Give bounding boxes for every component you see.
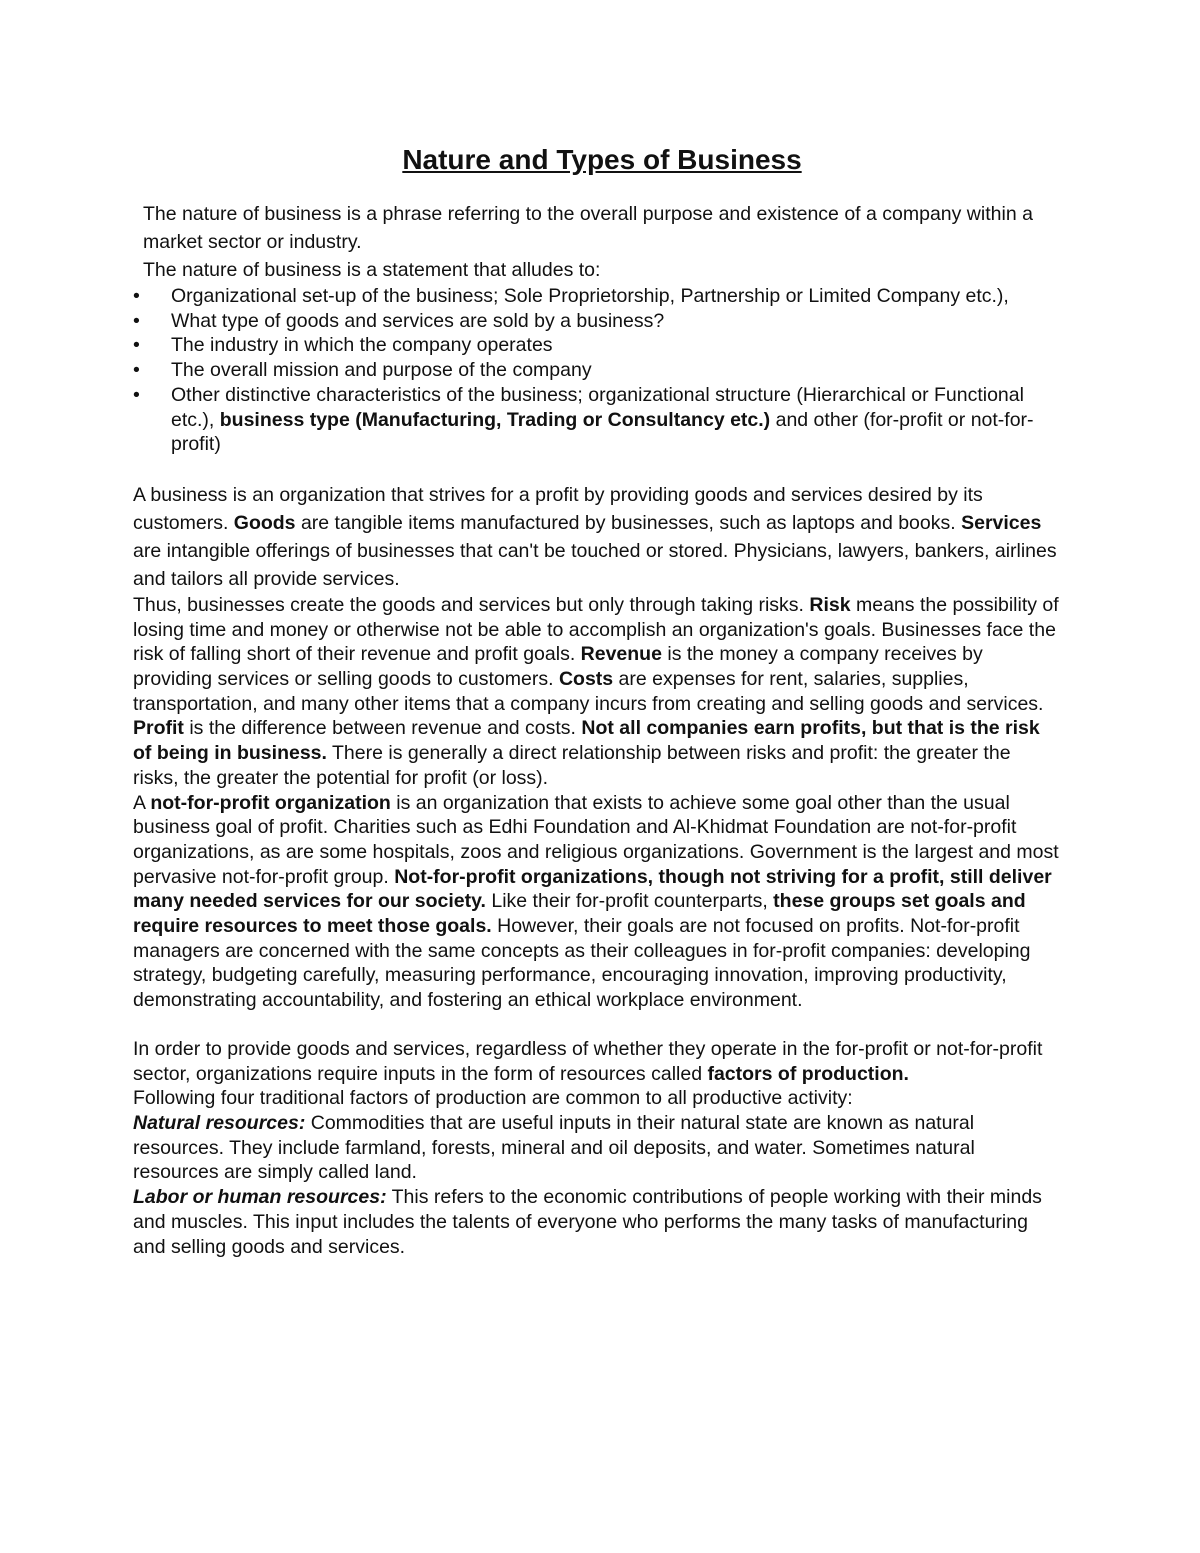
- list-item: • The overall mission and purpose of the company: [133, 359, 592, 382]
- bullet-icon: •: [133, 334, 140, 357]
- bullet-icon: •: [133, 285, 140, 307]
- bullet-icon: •: [133, 359, 140, 382]
- bullet-icon: •: [133, 309, 140, 332]
- bullet-icon: •: [133, 383, 140, 406]
- page-title: Nature and Types of Business: [402, 144, 802, 175]
- list-item: • Organizational set-up of the business; Sole Proprietorship, Partnership or Limited Company etc.),: [133, 285, 1009, 307]
- business-paragraph: A business is an organization that strives for a profit by providing goods and services desired by its customers. Goods are tangible items manufactured by businesses, such as laptops and books. Services are intangible offerings of businesses that can't be touched or stored. Physicians, lawyers, bankers, airlines and tailors all provide services.: [133, 483, 1057, 590]
- not-for-profit-paragraph: A not-for-profit organization is an organization that exists to achieve some goal other than the usual business goal of profit. Charities such as Edhi Foundation and Al-Khidmat Foundation are not-for-profit organizations, as are some hospitals, zoos and religious organizations. Government is the largest and most pervasive not-for-profit group. Not-for-profit organizations, though not striving for a profit, still deliver many needed services for our society. Like their for-profit counterparts, these groups set goals and require resources to meet those goals. However, their goals are not focused on profits. Not-for-profit managers are concerned with the same concepts as their colleagues in for-profit companies: developing strategy, budgeting carefully, measuring performance, encouraging innovation, improving productivity, demonstrating accountability, and fostering an ethical workplace environment.: [133, 791, 1059, 1012]
- business-section: [133, 481, 1061, 1259]
- factors-paragraph: In order to provide goods and services, regardless of whether they operate in the for-profit or not-for-profit sector, organizations require inputs in the form of resources called factors of production.: [133, 1037, 1043, 1085]
- risk-paragraph: Thus, businesses create the goods and services but only through taking risks. Risk means the possibility of losing time and money or otherwise not be able to accomplish an organization's goals. Businesses face the risk of falling short of their revenue and profit goals. Revenue is the money a company receives by providing services or selling goods to customers. Costs are expenses for rent, salaries, supplies, transportation, and many other items that a company incurs from creating and selling goods and services. Profit is the difference between revenue and costs. Not all companies earn profits, but that is the risk of being in business. There is generally a direct relationship between risks and profit: the greater the risks, the greater the potential for profit (or loss).: [133, 593, 1059, 789]
- labor-label: Labor or human resources:: [133, 1186, 387, 1209]
- list-item: • Other distinctive characteristics of the business; organizational structure (Hierarchical or Functional etc.), business type (Manufacturing, Trading or Consultancy etc.) and other (for-profit or not-for-profit): [133, 383, 1034, 456]
- intro-paragraph-2: The nature of business is a statement that alludes to:: [143, 259, 601, 281]
- list-item: • What type of goods and services are sold by a business?: [133, 309, 665, 332]
- intro-paragraph-1: The nature of business is a phrase referring to the overall purpose and existence of a company within a market sector or industry.: [143, 203, 1033, 253]
- factors-intro: Following four traditional factors of production are common to all productive activity:: [133, 1087, 853, 1110]
- nature-list: [133, 284, 1061, 457]
- list-item: • The industry in which the company operates: [133, 334, 553, 357]
- natural-resources-paragraph: Natural resources: Commodities that are useful inputs in their natural state are known as natural resources. They include farmland, forests, mineral and oil deposits, and water. Sometimes natural resources are simply called land.: [133, 1111, 975, 1184]
- document-page: [133, 140, 1061, 1259]
- natural-resources-label: Natural resources:: [133, 1111, 306, 1134]
- labor-paragraph: Labor or human resources: This refers to the economic contributions of people working with their minds and muscles. This input includes the talents of everyone who performs the many tasks of manufacturing and selling goods and services.: [133, 1186, 1042, 1258]
